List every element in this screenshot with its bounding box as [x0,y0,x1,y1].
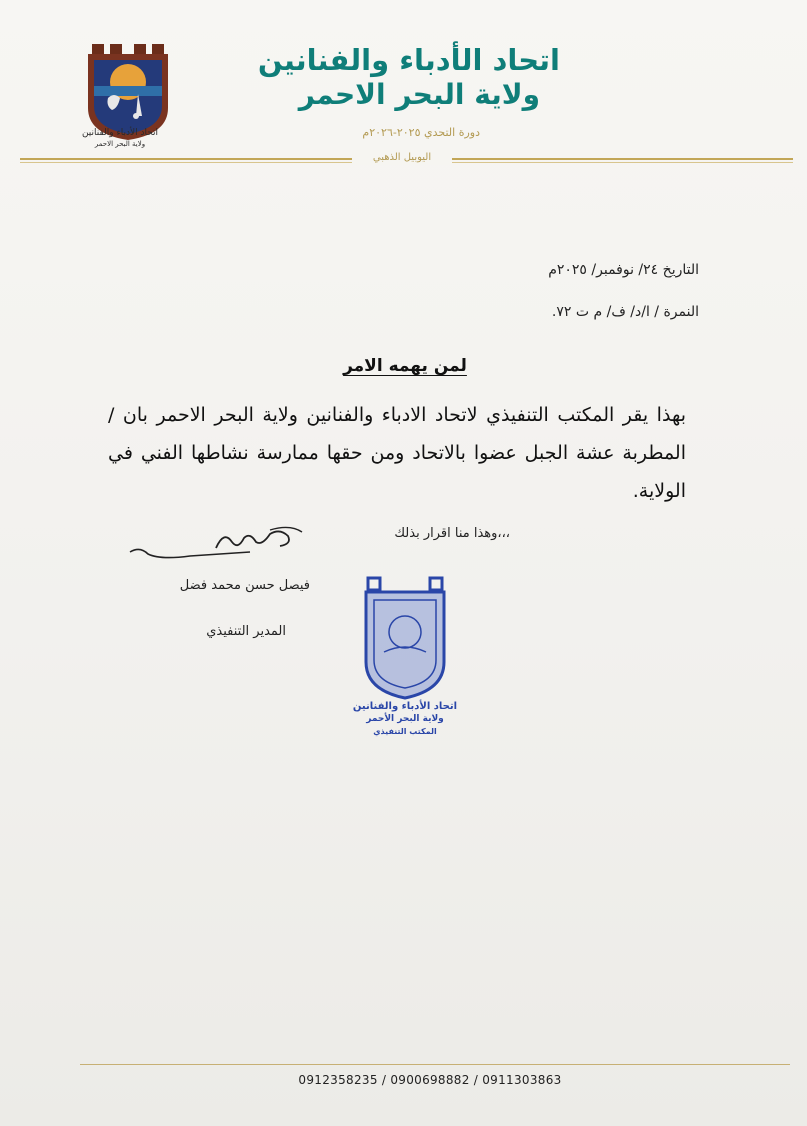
organization-title [230,42,560,112]
stamp-line2: ولاية البحر الأحمر [366,714,444,724]
logo-caption-line2: ولاية البحر الاحمر [94,140,146,148]
session-line: دورة التحدي ٢٠٢٥-٢٠٢٦م [362,126,480,139]
jubilee-label: اليوبيل الذهبي [352,150,452,165]
logo-caption [60,128,180,150]
letter-body: بهذا يقر المكتب التنفيذي لاتحاد الادباء والفنانين ولاية البحر الاحمر بان / المطربة عشة الجبل عضوا بالاتحاد ومن حقها ممارسة نشاطها الفني في الولاية. [108,404,686,502]
footer-phone-numbers: 0912358235 / 0900698882 / 0911303863 [298,1073,562,1087]
letter-reference: النمرة / ا/د/ ف/ م ت ٧٢. [551,304,699,320]
letter-date: التاريخ ٢٤/ نوفمبر/ ٢٠٢٥م [548,262,699,278]
stamp-line3: المكتب التنفيذي [373,727,437,736]
logo-caption-line1: اتحاد الأدباء والفنانين [81,128,159,138]
official-stamp-icon [360,572,450,702]
signer-name: فيصل حسن محمد فضل [179,578,310,593]
closing-statement: ،،،وهذا منا اقرار بذلك [394,526,510,541]
org-name-line1: اتحاد الأدباء والفنانين [257,43,560,77]
footer-divider [80,1064,790,1065]
signer-title: المدير التنفيذي [206,624,286,639]
org-name-line2: ولاية البحر الاحمر [298,78,540,111]
handwritten-signature-icon [120,516,310,576]
stamp-text [340,700,470,738]
stamp-line1: اتحاد الأدباء والفنانين [352,701,458,712]
letter-subject: لمن يهمه الامر [343,356,467,376]
